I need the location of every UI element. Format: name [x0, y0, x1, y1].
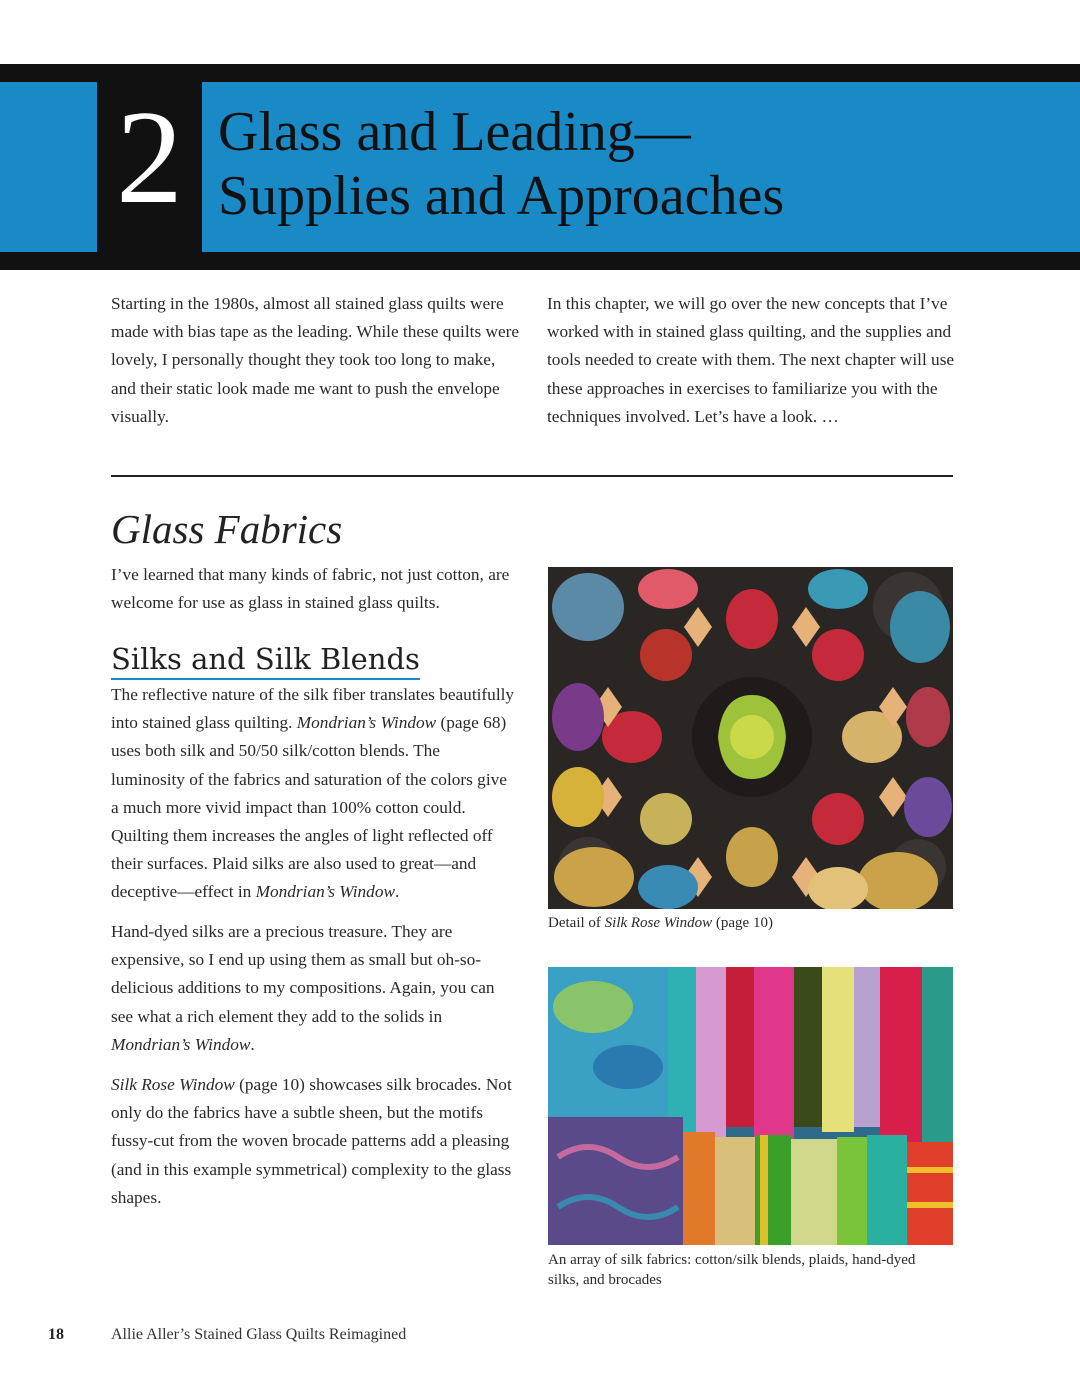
chapter-number: 2 — [116, 83, 183, 231]
section-title: Glass Fabrics — [111, 506, 343, 552]
quilt-title-ref: Silk Rose Window — [604, 915, 713, 931]
text-run: Hand-dyed silks are a precious treasure. They are expensive, so I end up using them as small but oh-so-delicious additions to my compositions. Again, you can see what a rich element they add to the solids in — [111, 922, 495, 1026]
section-lead-paragraph: I’ve learned that many kinds of fabric, not just cotton, are welcome for use as glass in stained glass quilts. — [111, 565, 510, 613]
body-paragraph-2 — [111, 918, 516, 1059]
chapter-title-line1: Glass and Leading— — [218, 101, 691, 163]
text-run: (page 10) showcases silk brocades. Not only do the fabrics have a subtle sheen, but the motifs fussy-cut from the woven brocade patterns add a pleasing (and in this example symmetrical) complexity to the glass shapes. — [111, 1075, 512, 1207]
text-run: The reflective nature of the silk fiber translates beautifully into stained glass quilting. — [111, 685, 515, 733]
intro-paragraph-right: In this chapter, we will go over the new concepts that I’ve worked with in stained glass quilting, and the supplies and tools needed to create with them. The next chapter will use these approaches in exercises to familiarize you with the techniques involved. Let’s have a look. … — [547, 294, 955, 426]
chapter-title-line2: Supplies and Approaches — [218, 165, 785, 227]
quilt-title-ref: Mondrian’s Window — [296, 713, 437, 733]
caption-text: Detail of — [548, 915, 605, 931]
subsection-title: Silks and Silk Blends — [111, 641, 420, 680]
text-run: . — [250, 1034, 255, 1054]
intro-paragraph-left: Starting in the 1980s, almost all stained glass quilts were made with bias tape as the leading. While these quilts were lovely, I personally thought they took too long to make, and their static look made me want to push the envelope visually. — [111, 294, 520, 426]
text-run: . — [394, 882, 400, 902]
chapter-title — [218, 100, 1058, 228]
quilt-title-ref: Mondrian’s Window — [255, 882, 395, 902]
quilt-title-ref: Mondrian’s Window — [111, 1034, 251, 1054]
page-number: 18 — [48, 1326, 64, 1343]
silk-fabrics-photo — [548, 967, 953, 1245]
body-paragraph-1 — [111, 681, 516, 907]
quilt-title-ref: Silk Rose Window — [111, 1075, 235, 1094]
figure-caption-2: An array of silk fabrics: cotton/silk blends, plaids, hand-dyed silks, and brocades — [548, 1252, 916, 1288]
text-run: (page 68) uses both silk and 50/50 silk/cotton blends. The luminosity of the fabrics and saturation of the colors give a much more vivid impact than 100% cotton could. Quilting them increases the angles of light reflected off their surfaces. Plaid silks are also used to great—and deceptive—effect in — [111, 713, 507, 902]
figure-caption-1 — [548, 914, 948, 934]
caption-text: (page 10) — [712, 915, 773, 931]
section-divider — [111, 475, 953, 477]
body-paragraph-3 — [111, 1071, 516, 1212]
silk-rose-window-photo — [548, 567, 953, 909]
running-footer-title: Allie Aller’s Stained Glass Quilts Reimagined — [111, 1326, 407, 1343]
